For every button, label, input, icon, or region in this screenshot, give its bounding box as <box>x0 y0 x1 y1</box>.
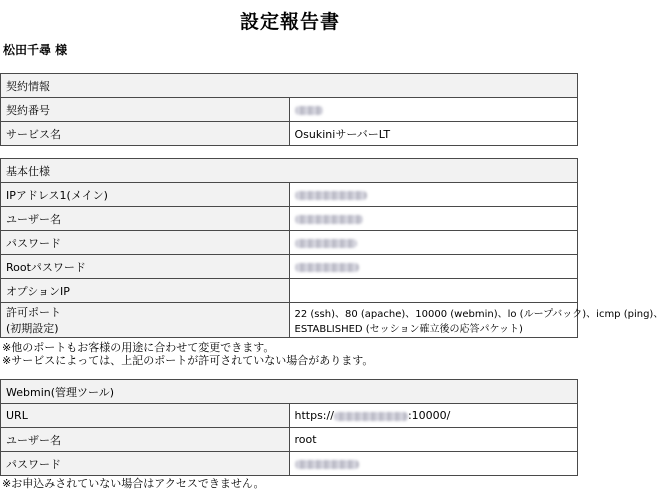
allowed-ports-value-line2: ESTABLISHED (セッション確立後の応答パケット) <box>294 324 523 335</box>
redacted-username <box>295 215 363 224</box>
webmin-username-value: root <box>289 428 578 452</box>
contract-table <box>0 73 578 146</box>
service-name-value: OsukiniサーバーLT <box>289 122 578 146</box>
ip-address-value <box>289 183 578 207</box>
service-name-label: サービス名 <box>1 122 290 146</box>
webmin-password-value <box>289 452 578 476</box>
webmin-note: ※お申込みされていない場合はアクセスできません。 <box>2 477 265 490</box>
webmin-password-label: パスワード <box>1 452 290 476</box>
webmin-url-value <box>289 404 578 428</box>
option-ip-value <box>289 279 578 303</box>
contract-number-value <box>289 98 578 122</box>
ip-address-label: IPアドレス1(メイン) <box>1 183 290 207</box>
recipient-name: 松田千尋 様 <box>3 43 68 57</box>
contract-number-label: 契約番号 <box>1 98 290 122</box>
redacted-webmin-host <box>334 412 408 421</box>
redacted-password <box>295 239 357 248</box>
webmin-url-suffix: :10000/ <box>407 409 451 422</box>
webmin-username-label: ユーザー名 <box>1 428 290 452</box>
webmin-header: Webmin(管理ツール) <box>1 380 578 404</box>
root-password-value <box>289 255 578 279</box>
page-title: 設定報告書 <box>239 11 340 33</box>
redacted-webmin-password <box>295 460 359 469</box>
webmin-url-prefix: https:// <box>294 409 334 422</box>
password-label: パスワード <box>1 231 290 255</box>
option-ip-label: オプションIP <box>1 279 290 303</box>
root-password-label: Rootパスワード <box>1 255 290 279</box>
contract-header: 契約情報 <box>1 74 578 98</box>
port-note-1: ※他のポートもお客様の用途に合わせて変更できます。 <box>2 341 275 354</box>
redacted-ip-address <box>295 191 367 200</box>
redacted-contract-number <box>295 106 323 115</box>
allowed-ports-value <box>289 303 663 338</box>
redacted-root-password <box>295 263 359 272</box>
username-value <box>289 207 578 231</box>
webmin-url-label: URL <box>1 404 290 428</box>
webmin-table <box>0 379 578 476</box>
password-value <box>289 231 578 255</box>
username-label: ユーザー名 <box>1 207 290 231</box>
port-note-2: ※サービスによっては、上記のポートが許可されていない場合があります。 <box>2 354 374 367</box>
spec-header: 基本仕様 <box>1 159 578 183</box>
allowed-ports-label-line2: (初期設定) <box>6 322 59 335</box>
allowed-ports-label-line1: 許可ポート <box>6 306 61 319</box>
spec-table <box>0 158 663 338</box>
allowed-ports-label <box>1 303 290 338</box>
allowed-ports-value-line1: 22 (ssh)、80 (apache)、10000 (webmin)、lo (ループバック)、icmp (ping)、 <box>294 309 663 320</box>
